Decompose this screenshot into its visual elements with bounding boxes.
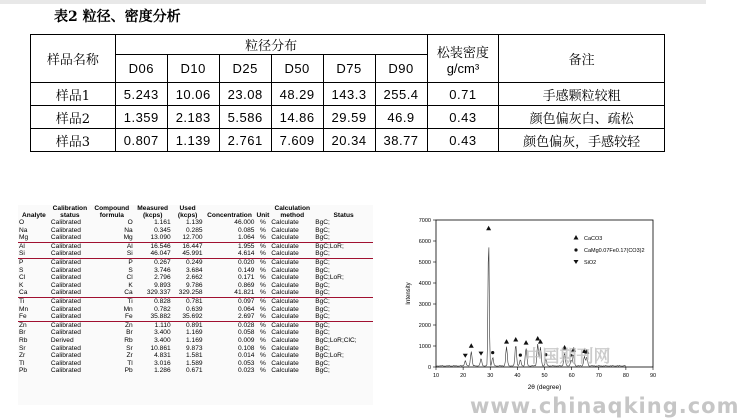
element-cell: Fe	[90, 313, 134, 321]
element-cell: Sr	[19, 344, 26, 352]
y-tick-label: 6000	[418, 239, 431, 245]
page-top-edge	[0, 0, 706, 4]
element-cell: Rb	[124, 336, 133, 344]
element-cell: 3.400	[154, 329, 171, 337]
element-cell: BgC;	[315, 226, 330, 234]
element-cell: 46.047	[134, 250, 172, 258]
y-tick-label: 5000	[418, 260, 431, 266]
element-cell: 0.781	[186, 297, 203, 305]
element-cell: 4.831	[154, 352, 171, 360]
element-row	[18, 352, 373, 360]
element-cell: %	[259, 274, 266, 282]
element-row	[18, 297, 373, 305]
element-cell: Calibrated	[50, 219, 81, 226]
element-cell: 35.692	[172, 313, 204, 321]
element-cell: Derived	[50, 336, 74, 344]
element-cell: Calculate	[271, 305, 299, 313]
size-value-cell: 1.139	[167, 129, 219, 152]
element-cell: Calculate	[271, 274, 299, 282]
peak-marker	[535, 336, 540, 341]
element-cell: BgC;	[315, 219, 330, 226]
element-cell: 0.285	[186, 226, 203, 234]
element-cell: 0.014	[237, 352, 255, 360]
element-cell: Calculate	[271, 352, 299, 360]
size-value-cell: 38.77	[375, 129, 427, 152]
sample-name-cell: 样品2	[31, 106, 116, 129]
peak-marker	[486, 226, 491, 231]
header-sample-name: 样品名称	[31, 35, 116, 83]
x-tick-label: 50	[541, 373, 548, 379]
element-cell: Calculate	[270, 313, 314, 321]
element-cell: Mn	[123, 305, 133, 313]
element-cell: Ca	[18, 289, 50, 297]
element-cell: %	[259, 336, 266, 344]
note-cell: 颜色偏灰白、疏松	[499, 106, 665, 129]
element-cell: 0.009	[237, 336, 255, 344]
element-cell: %	[259, 352, 266, 360]
subheader-d90: D90	[375, 55, 427, 83]
element-cell: 1.110	[154, 321, 171, 329]
density-cell: 0.43	[427, 106, 499, 129]
y-axis-label: Intensity	[406, 282, 412, 305]
element-cell: 16.546	[150, 242, 171, 250]
element-cell: 0.249	[186, 258, 203, 266]
size-value-cell: 143.3	[323, 83, 375, 106]
element-cell: Calibrated	[50, 359, 81, 367]
element-cell: BgC;LoR;	[315, 242, 344, 250]
size-value-cell: 14.86	[271, 106, 323, 129]
element-cell: BgC;	[315, 329, 330, 337]
element-cell: %	[255, 289, 270, 297]
size-value-cell: 23.08	[219, 83, 271, 106]
element-cell: Ca	[90, 289, 134, 297]
element-cell: Calibrated	[50, 281, 81, 289]
element-row	[18, 329, 373, 337]
element-cell: Calculate	[271, 321, 299, 329]
element-cell: Calibrated	[50, 352, 81, 360]
element-row	[18, 227, 373, 235]
element-row	[18, 345, 373, 353]
particle-density-table	[30, 34, 665, 152]
element-cell: Calibrated	[50, 329, 81, 337]
element-row	[18, 250, 373, 258]
x-tick-label: 30	[487, 373, 494, 379]
element-cell: 0.058	[237, 329, 255, 337]
watermark-cn: 中国期刊网	[525, 347, 611, 367]
element-cell: 329.258	[172, 289, 204, 297]
size-value-cell: 2.183	[167, 106, 219, 129]
element-cell: K	[19, 281, 24, 289]
element-cell: BgC;	[315, 297, 330, 305]
element-cell: 0.064	[237, 305, 255, 313]
size-value-cell: 29.59	[323, 106, 375, 129]
element-col-header: Calculation method	[274, 205, 311, 219]
element-cell: 12.700	[172, 234, 204, 242]
x-tick-label: 40	[514, 373, 521, 379]
density-cell: 0.43	[427, 129, 499, 152]
subheader-d75: D75	[323, 55, 375, 83]
element-cell: Calculate	[271, 336, 299, 344]
element-cell: 16.447	[182, 242, 203, 250]
peak-marker	[524, 340, 529, 345]
element-cell: Calibrated	[50, 321, 81, 329]
element-cell: 0.891	[186, 321, 203, 329]
element-cell: Tl	[19, 359, 25, 367]
element-cell: 0.345	[154, 226, 171, 234]
xrd-pattern-chart	[398, 212, 688, 397]
element-cell: P	[19, 258, 24, 266]
element-row	[18, 321, 373, 329]
element-cell: 46.000	[234, 219, 255, 226]
element-cell: Cl	[126, 274, 133, 282]
element-cell: Rb	[19, 336, 28, 344]
element-cell: 2.796	[154, 274, 171, 282]
element-cell: 0.149	[237, 266, 255, 274]
element-cell: %	[259, 242, 266, 250]
legend-marker	[574, 260, 579, 264]
element-cell: 1.955	[237, 242, 255, 250]
element-cell: Calculate	[271, 281, 299, 289]
note-cell: 颜色偏灰，手感较轻	[499, 129, 665, 152]
element-cell: O	[127, 219, 133, 226]
size-value-cell: 2.761	[219, 129, 271, 152]
element-cell: 41.821	[204, 289, 256, 297]
element-cell: %	[255, 234, 270, 242]
element-cell: BgC;	[315, 359, 330, 367]
size-value-cell: 48.29	[271, 83, 323, 106]
element-cell: Mn	[19, 305, 29, 313]
element-cell: Na	[124, 226, 133, 234]
element-cell: Ti	[19, 297, 25, 305]
element-cell: %	[259, 305, 266, 313]
element-cell: 0.108	[237, 344, 255, 352]
element-cell: Ti	[127, 297, 133, 305]
element-cell: 4.614	[204, 250, 256, 258]
element-cell: %	[259, 219, 266, 226]
element-cell: Mg	[90, 234, 134, 242]
y-tick-label: 3000	[418, 302, 431, 308]
element-cell: 35.882	[134, 313, 172, 321]
element-cell: BgC;	[314, 313, 373, 321]
element-cell: 0.869	[237, 281, 255, 289]
element-cell: Calibrated	[50, 297, 81, 305]
x-tick-label: 90	[649, 373, 657, 379]
x-tick-label: 70	[595, 373, 602, 379]
element-cell: %	[259, 329, 266, 337]
element-cell: 1.169	[186, 329, 203, 337]
element-cell: Sr	[126, 344, 133, 352]
table-row	[31, 83, 665, 106]
size-value-cell: 255.4	[375, 83, 427, 106]
element-cell: BgC;	[314, 289, 373, 297]
header-size-distribution: 粒径分布	[115, 35, 427, 55]
element-cell: 1.161	[154, 219, 171, 226]
element-cell: %	[259, 321, 266, 329]
x-axis-label: 2θ (degree)	[527, 384, 562, 391]
element-row	[18, 282, 373, 290]
element-cell: BgC;	[315, 305, 330, 313]
y-tick-label: 4000	[418, 281, 431, 287]
element-cell: %	[259, 226, 266, 234]
element-cell: BgC;LoR;	[315, 274, 344, 282]
xrf-element-table-image	[18, 205, 373, 405]
xrf-element-table	[18, 205, 373, 375]
element-col-header: Compound formula	[94, 205, 130, 219]
element-cell: Si	[18, 250, 50, 258]
element-cell: 2.662	[186, 274, 203, 282]
element-row	[18, 337, 373, 345]
element-cell: %	[259, 266, 266, 274]
element-cell: 0.782	[154, 305, 171, 313]
element-cell: Calculate	[271, 242, 299, 250]
density-cell: 0.71	[427, 83, 499, 106]
element-cell: Zn	[19, 321, 27, 329]
element-cell: 0.028	[237, 321, 255, 329]
element-cell: P	[128, 258, 133, 266]
element-cell: Calculate	[271, 344, 299, 352]
element-cell: Calculate	[270, 234, 314, 242]
element-cell: 0.639	[186, 305, 203, 313]
element-col-header: Concentration	[207, 212, 252, 219]
element-col-header: Analyte	[22, 212, 46, 219]
element-cell: Br	[19, 329, 26, 337]
element-row	[18, 219, 373, 227]
element-cell: 0.671	[186, 367, 203, 375]
element-cell: Calculate	[271, 359, 299, 367]
element-cell: %	[259, 359, 266, 367]
element-cell: BgC;LoR;ClC;	[315, 336, 357, 344]
element-cell: 9.873	[186, 344, 203, 352]
element-cell: BgC;	[315, 367, 330, 375]
element-cell: %	[259, 297, 266, 305]
element-cell: 1.139	[186, 219, 203, 226]
element-cell: BgC;	[314, 250, 373, 258]
legend-marker	[574, 235, 579, 240]
subheader-d10: D10	[167, 55, 219, 83]
element-cell: Calibrated	[50, 313, 90, 321]
element-cell: 1.581	[186, 352, 203, 360]
size-value-cell: 7.609	[271, 129, 323, 152]
element-cell: Calculate	[271, 219, 299, 226]
element-cell: 9.893	[154, 281, 171, 289]
peak-marker	[479, 352, 484, 356]
element-cell: S	[128, 266, 133, 274]
element-cell: Calibrated	[50, 344, 81, 352]
element-cell: Calibrated	[50, 258, 81, 266]
legend-label: CaCO3	[584, 236, 603, 242]
table-caption: 表2 粒径、密度分析	[54, 9, 181, 25]
element-cell: Calibrated	[50, 266, 81, 274]
element-row	[18, 306, 373, 314]
element-cell: 3.400	[154, 336, 171, 344]
size-value-cell: 46.9	[375, 106, 427, 129]
element-cell: Pb	[19, 367, 28, 375]
subheader-d25: D25	[219, 55, 271, 83]
element-cell: Al	[126, 242, 133, 250]
element-cell: Fe	[18, 313, 50, 321]
element-cell: Mg	[18, 234, 50, 242]
table-row	[31, 129, 665, 152]
legend-label: SiO2	[584, 260, 597, 266]
element-cell: Calibrated	[50, 274, 81, 282]
element-row	[18, 367, 373, 375]
element-cell: Calculate	[271, 258, 299, 266]
element-cell: 1.169	[186, 336, 203, 344]
element-col-header: Calibration status	[52, 205, 88, 219]
element-cell: 1.064	[204, 234, 256, 242]
peak-marker	[463, 354, 468, 358]
element-cell: 0.171	[237, 274, 255, 282]
y-tick-label: 0	[427, 365, 431, 371]
element-cell: Calibrated	[50, 226, 81, 234]
element-cell: BgC;	[315, 281, 330, 289]
element-cell: BgC;	[315, 321, 330, 329]
element-col-header: Unit	[256, 212, 270, 219]
element-cell: Calculate	[271, 266, 299, 274]
element-cell: 9.786	[186, 281, 203, 289]
element-col-header: Measured (kcps)	[137, 205, 169, 219]
element-cell: %	[259, 281, 266, 289]
element-cell: 1.589	[186, 359, 203, 367]
element-cell: Zr	[19, 352, 26, 360]
element-cell: 10.861	[150, 344, 171, 352]
element-cell: 13.090	[134, 234, 172, 242]
element-cell: 3.746	[154, 266, 171, 274]
size-value-cell: 10.06	[167, 83, 219, 106]
size-value-cell: 0.807	[115, 129, 167, 152]
sample-name-cell: 样品3	[31, 129, 116, 152]
element-cell: BgC;	[314, 234, 373, 242]
element-cell: Calculate	[271, 226, 299, 234]
element-row	[18, 242, 373, 250]
header-notes: 备注	[499, 35, 665, 83]
element-row	[18, 289, 373, 297]
element-cell: BgC;LoR;	[315, 352, 344, 360]
element-cell: Na	[19, 226, 28, 234]
element-cell: Calculate	[270, 289, 314, 297]
element-cell: %	[255, 313, 270, 321]
element-cell: O	[19, 219, 25, 226]
peak-marker	[491, 351, 494, 354]
size-value-cell: 1.359	[115, 106, 167, 129]
element-cell: 3.016	[154, 359, 171, 367]
element-cell: Al	[19, 242, 25, 250]
element-cell: %	[255, 250, 270, 258]
element-cell: 329.337	[134, 289, 172, 297]
element-cell: S	[19, 266, 24, 274]
legend-label: CaMg0.07Fe0.17(CO3)2	[584, 248, 645, 254]
y-tick-label: 2000	[418, 323, 431, 329]
element-cell: Calibrated	[50, 305, 81, 313]
element-cell: Pb	[124, 367, 133, 375]
element-cell: 0.020	[237, 258, 255, 266]
element-cell: Zr	[126, 352, 133, 360]
size-value-cell: 5.586	[219, 106, 271, 129]
element-cell: Calibrated	[50, 289, 90, 297]
element-cell: Calibrated	[50, 234, 90, 242]
element-cell: Calculate	[271, 329, 299, 337]
element-cell: %	[259, 367, 266, 375]
element-cell: 0.267	[154, 258, 171, 266]
element-cell: K	[128, 281, 133, 289]
peak-marker	[504, 339, 509, 344]
legend-marker	[574, 248, 577, 251]
element-cell: 3.684	[186, 266, 203, 274]
subheader-d50: D50	[271, 55, 323, 83]
element-cell: Zn	[125, 321, 133, 329]
element-cell: BgC;	[315, 258, 330, 266]
element-cell: 0.053	[237, 359, 255, 367]
element-col-header: Used (kcps)	[177, 205, 198, 219]
element-cell: 45.991	[172, 250, 204, 258]
header-bulk-density: 松装密度 g/cm³	[427, 35, 499, 83]
subheader-d06: D06	[115, 55, 167, 83]
element-cell: Calibrated	[50, 250, 90, 258]
element-cell: Si	[90, 250, 134, 258]
element-cell: 0.085	[237, 226, 255, 234]
sample-name-cell: 样品1	[31, 83, 116, 106]
element-cell: BgC;	[315, 344, 330, 352]
element-row	[18, 313, 373, 321]
element-cell: BgC;	[315, 266, 330, 274]
element-row	[18, 274, 373, 282]
x-tick-label: 20	[460, 373, 467, 379]
table-row	[31, 106, 665, 129]
x-tick-label: 10	[432, 373, 440, 379]
element-cell: Calibrated	[50, 367, 81, 375]
y-tick-label: 1000	[418, 344, 431, 350]
element-cell: Br	[126, 329, 133, 337]
size-value-cell: 20.34	[323, 129, 375, 152]
element-cell: Calculate	[271, 367, 299, 375]
element-row	[18, 258, 373, 266]
element-cell: 2.697	[204, 313, 256, 321]
element-cell: 1.286	[154, 367, 171, 375]
element-cell: Tl	[127, 359, 133, 367]
size-value-cell: 5.243	[115, 83, 167, 106]
note-cell: 手感颗粒较粗	[499, 83, 665, 106]
element-cell: 0.023	[237, 367, 255, 375]
x-tick-label: 80	[622, 373, 629, 379]
element-cell: %	[259, 344, 266, 352]
plot-frame	[436, 220, 653, 367]
x-tick-label: 60	[568, 373, 575, 379]
element-col-header: Status	[333, 212, 354, 219]
element-cell: Cl	[19, 274, 26, 282]
element-row	[18, 360, 373, 368]
y-tick-label: 7000	[418, 218, 431, 224]
peak-marker	[513, 337, 518, 342]
peak-marker	[519, 354, 522, 357]
element-cell: 0.828	[154, 297, 171, 305]
element-cell: %	[259, 258, 266, 266]
element-cell: Calibrated	[50, 242, 81, 250]
element-cell: Calculate	[271, 297, 299, 305]
peak-marker	[469, 343, 474, 348]
element-row	[18, 234, 373, 242]
element-cell: 0.097	[237, 297, 255, 305]
element-cell: Calculate	[270, 250, 314, 258]
watermark-url: www.chinaqking.com	[470, 394, 739, 418]
element-row	[18, 267, 373, 275]
